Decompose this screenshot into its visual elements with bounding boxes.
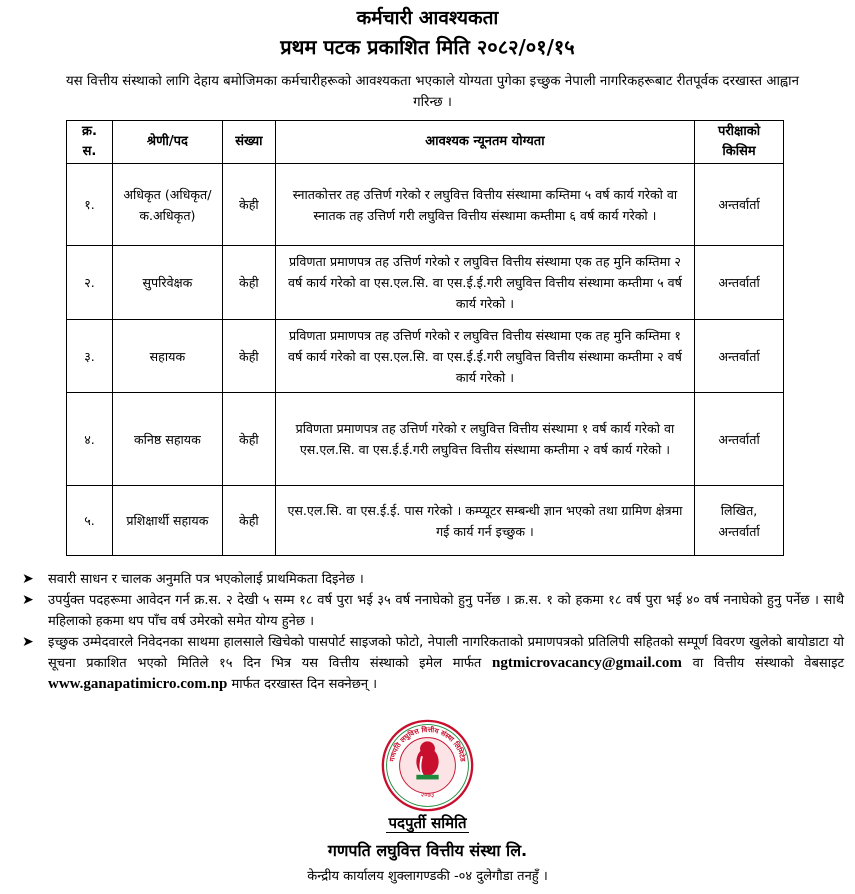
organization-name: गणपति लघुवित्त वित्तीय संस्था लि. xyxy=(327,841,528,860)
notice-subtitle: प्रथम पटक प्रकाशित मिति २०८२/०१/१५ xyxy=(280,35,575,59)
cell-sn: १. xyxy=(67,164,113,246)
svg-text:गणपति लघुवित्त वित्तीय संस्था: गणपति लघुवित्त वित्तीय संस्था लिमिटेड xyxy=(388,725,467,763)
arrow-bullet-icon: ➤ xyxy=(22,571,34,587)
cell-count: केही xyxy=(222,164,275,246)
table-header-row xyxy=(67,121,784,164)
condition-text: उपर्युक्त पदहरूमा आवेदन गर्न क्र.स. २ देखी ५ सम्म १८ वर्ष पुरा भई ३५ वर्ष ननाघेको हुनु पर्नेछ । क्र.स. १ को हकमा १८ वर्ष पुरा भई ४० वर्ष ननाघेको हुनु पर्नेछ । साथै महिलाको हकमा थप पाँच वर्ष उमेरको समेत योग्य हुनेछ । xyxy=(48,593,844,629)
cell-count: केही xyxy=(222,320,275,393)
condition-text-part: इच्छुक उम्मेदवारले निवेदनका साथमा हालसाले खिचेको पासपोर्ट साइजको फोटो, नेपाली नागरिकताको प्रमाणपत्रको प्रतिलिपी सहितको सम्पूर्ण विवरण खुलेको बायोडाटा यो सूचना प्रकाशित भएको मितिले १५ दिन भित्र यस वित्तीय संस्थाको इमेल मार्फत xyxy=(48,635,844,671)
condition-text xyxy=(48,632,844,695)
email-link[interactable]: ngtmicrovacancy@gmail.com xyxy=(492,655,682,671)
list-item xyxy=(22,590,844,632)
intro-paragraph: यस वित्तीय संस्थाको लागि देहाय बमोजिमका कर्मचारीहरूको आवश्यकता भएकाले योग्यता पुगेका इच्छुक नेपाली नागरिकहरूबाट रीतपूर्वक दरखास्त आह्वान गरिन्छ । xyxy=(65,74,800,110)
header-exam: परीक्षाको किसिम xyxy=(695,121,784,164)
table-row xyxy=(67,164,784,246)
organization-seal-logo xyxy=(381,719,474,812)
cell-count: केही xyxy=(222,246,275,320)
office-address: केन्द्रीय कार्यालय शुक्लागण्डकी -०४ दुलेगौडा तनहुँ । xyxy=(307,869,548,884)
list-item xyxy=(22,632,844,695)
cell-post: सुपरिवेक्षक xyxy=(112,246,222,320)
committee-label: पदपुर्ती समिति xyxy=(388,814,467,832)
conditions-list xyxy=(22,569,844,695)
condition-text-part: मार्फत दरखास्त दिन सक्नेछन् । xyxy=(231,677,378,692)
table-row xyxy=(67,486,784,556)
cell-sn: ५. xyxy=(67,486,113,556)
arrow-bullet-icon: ➤ xyxy=(22,592,34,608)
cell-exam: लिखित, अन्तर्वार्ता xyxy=(695,486,784,556)
cell-count: केही xyxy=(222,393,275,486)
header-count: संख्या xyxy=(222,121,275,164)
cell-qualification: प्रविणता प्रमाणपत्र तह उत्तिर्ण गरेको र लघुवित्त वित्तीय संस्थामा १ वर्ष कार्य गरेको वा एस.एल.सि. वा एस.ई.ई.गरी लघुवित्त वित्तीय संस्थामा कम्तीमा २ वर्ष कार्य गरेको । xyxy=(275,393,694,486)
website-link[interactable]: www.ganapatimicro.com.np xyxy=(48,676,228,692)
vacancy-table xyxy=(66,120,784,556)
cell-exam: अन्तर्वार्ता xyxy=(695,246,784,320)
header-post: श्रेणी/पद xyxy=(112,121,222,164)
cell-exam: अन्तर्वार्ता xyxy=(695,393,784,486)
svg-text:२०७३: २०७३ xyxy=(420,791,435,800)
committee-name xyxy=(0,813,855,833)
cell-post: सहायक xyxy=(112,320,222,393)
cell-post: अधिकृत (अधिकृत/ क.अधिकृत) xyxy=(112,164,222,246)
header-sn: क्र. स. xyxy=(67,121,113,164)
header-qualification: आवश्यक न्यूनतम योग्यता xyxy=(275,121,694,164)
cell-qualification: स्नातकोत्तर तह उत्तिर्ण गरेको र लघुवित्त वित्तीय संस्थामा कम्तिमा ५ वर्ष कार्य गरेको वा स्नातक तह उत्तिर्ण गरी लघुवित्त वित्तीय संस्थामा कम्तीमा ६ वर्ष कार्य गरेको । xyxy=(275,164,694,246)
cell-post: प्रशिक्षार्थी सहायक xyxy=(112,486,222,556)
cell-post: कनिष्ठ सहायक xyxy=(112,393,222,486)
cell-qualification: एस.एल.सि. वा एस.ई.ई. पास गरेको । कम्प्यूटर सम्बन्धी ज्ञान भएको तथा ग्रामिण क्षेत्रमा गई कार्य गर्न इच्छुक । xyxy=(275,486,694,556)
condition-text: सवारी साधन र चालक अनुमति पत्र भएकोलाई प्राथमिकता दिइनेछ । xyxy=(48,572,364,587)
cell-sn: २. xyxy=(67,246,113,320)
cell-exam: अन्तर्वार्ता xyxy=(695,164,784,246)
list-item xyxy=(22,569,844,590)
cell-sn: ३. xyxy=(67,320,113,393)
cell-count: केही xyxy=(222,486,275,556)
table-row xyxy=(67,246,784,320)
cell-qualification: प्रविणता प्रमाणपत्र तह उत्तिर्ण गरेको र लघुवित्त वित्तीय संस्थामा एक तह मुनि कम्तिमा २ वर्ष कार्य गरेको वा एस.एल.सि. वा एस.ई.ई.गरी लघुवित्त वित्तीय संस्थामा कम्तीमा ५ वर्ष कार्य गरेको । xyxy=(275,246,694,320)
condition-text-part: वा वित्तीय संस्थाको वेबसाइट xyxy=(692,656,845,671)
cell-sn: ४. xyxy=(67,393,113,486)
table-row xyxy=(67,320,784,393)
notice-title: कर्मचारी आवश्यकता xyxy=(356,7,499,29)
arrow-bullet-icon: ➤ xyxy=(22,634,34,650)
cell-exam: अन्तर्वार्ता xyxy=(695,320,784,393)
cell-qualification: प्रविणता प्रमाणपत्र तह उत्तिर्ण गरेको र लघुवित्त वित्तीय संस्थामा एक तह मुनि कम्तिमा १ वर्ष कार्य गरेको वा एस.एल.सि. वा एस.ई.ई.गरी लघुवित्त वित्तीय संस्थामा कम्तीमा २ वर्ष कार्य गरेको । xyxy=(275,320,694,393)
table-row xyxy=(67,393,784,486)
